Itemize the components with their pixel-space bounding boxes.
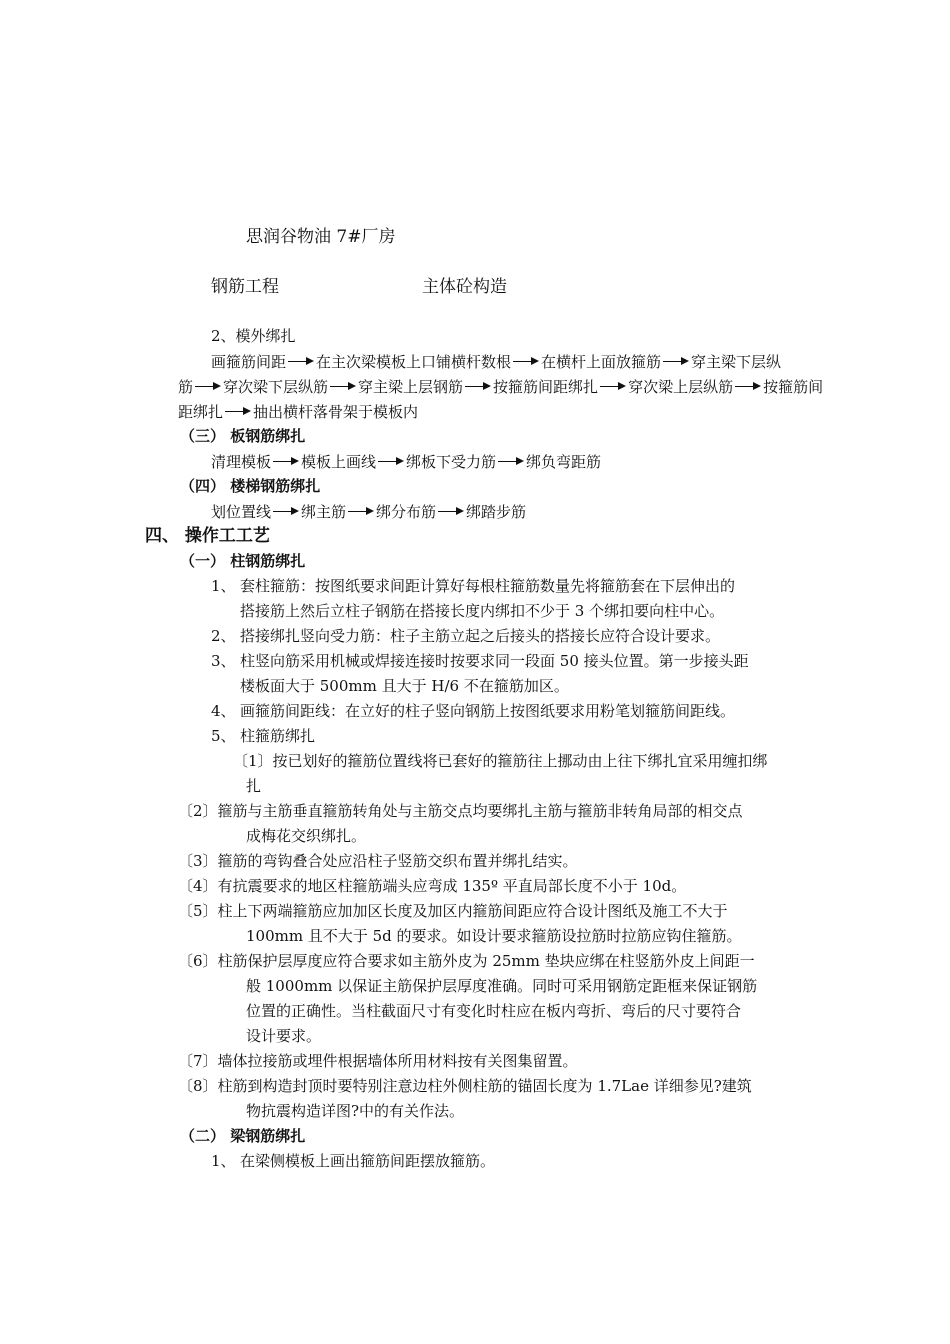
arrow-right-icon (438, 500, 464, 522)
list-item-text: 搭接筋上然后立柱子钢筋在搭接长度内绑扣不少于 3 个绑扣要向柱中心。 (240, 602, 725, 620)
arrow-right-icon (600, 375, 626, 397)
sub-item-text: 〔2〕箍筋与主筋垂直箍筋转角处与主筋交点均要绑扎主筋与箍筋非转角局部的相交点 (178, 802, 743, 820)
flow-step: 划位置线 (211, 502, 272, 521)
flow-step: 筋 (178, 377, 194, 396)
sub-item-text: 〔8〕柱筋到构造封顶时要特别注意边柱外侧柱筋的锚固长度为 1.7Lae 详细参见?建筑 (178, 1077, 752, 1095)
sub-item-text: 设计要求。 (246, 1027, 322, 1045)
flow-step: 绑踏步筋 (466, 502, 527, 521)
mold-flow-line-3 (178, 400, 418, 422)
arrow-right-icon (195, 375, 221, 397)
flow-step: 在主次梁模板上口铺横杆数根 (316, 352, 512, 371)
arrow-right-icon (465, 375, 491, 397)
arrow-right-icon (273, 500, 299, 522)
header-left-label: 钢筋工程 (211, 277, 279, 297)
mold-flow-line-1 (211, 350, 781, 372)
list-item-number: 1、 (211, 577, 236, 595)
arrow-right-icon (513, 350, 539, 372)
sub-item-text: 〔7〕墙体拉接筋或埋件根据墙体所用材料按有关图集留置。 (178, 1052, 578, 1070)
flow-step: 模板上画线 (301, 452, 377, 471)
flow-step: 画箍筋间距 (211, 352, 287, 371)
flow-step: 抽出横杆落骨架于模板内 (253, 402, 419, 421)
sub-item-text: 100mm 且不大于 5d 的要求。如设计要求箍筋设拉筋时拉筋应钩住箍筋。 (246, 927, 742, 945)
slab-flow (211, 450, 601, 472)
header-right-label: 主体砼构造 (422, 277, 507, 297)
arrow-right-icon (330, 375, 356, 397)
sub-item-text: 〔4〕有抗震要求的地区柱箍筋端头应弯成 135º 平直局部长度不小于 10d。 (178, 877, 687, 895)
list-item-text: 搭接绑扎竖向受力筋：柱子主筋立起之后接头的搭接长应符合设计要求。 (240, 627, 721, 645)
flow-step: 绑分布筋 (376, 502, 437, 521)
list-item-text: 柱箍筋绑扎 (240, 727, 316, 745)
list-item-text: 柱竖向筋采用机械或焊接连接时按要求同一段面 50 接头位置。第一步接头距 (240, 652, 749, 670)
mold-flow-line-2 (178, 375, 823, 397)
list-item-text: 楼板面大于 500mm 且大于 H/6 不在箍筋加区。 (240, 677, 569, 695)
arrow-right-icon (498, 450, 524, 472)
flow-step: 在横杆上面放箍筋 (541, 352, 662, 371)
sub-item-text: 〔5〕柱上下两端箍筋应加加区长度及加区内箍筋间距应符合设计图纸及施工不大于 (178, 902, 728, 920)
project-title: 思润谷物油 7#厂房 (246, 227, 396, 247)
flow-step: 距绑扎 (178, 402, 224, 421)
flow-step: 穿次梁上层纵筋 (628, 377, 734, 396)
sub-item-text: 成梅花交织绑扎。 (246, 827, 367, 845)
column-heading: （一） 柱钢筋绑扎 (180, 552, 306, 570)
sub-item-text: 〔3〕箍筋的弯钩叠合处应沿柱子竖筋交织布置并绑扎结实。 (178, 852, 578, 870)
flow-step: 穿主梁下层纵 (691, 352, 782, 371)
list-item-number: 3、 (211, 652, 236, 670)
sub-item-text: 扎 (246, 777, 262, 795)
flow-step: 穿次梁下层纵筋 (223, 377, 329, 396)
mold-binding-title: 2、模外绑扎 (211, 327, 296, 345)
arrow-right-icon (288, 350, 314, 372)
flow-step: 绑板下受力筋 (406, 452, 497, 471)
list-item-text: 套柱箍筋：按图纸要求间距计算好每根柱箍筋数量先将箍筋套在下层伸出的 (240, 577, 736, 595)
list-item-number: 5、 (211, 727, 236, 745)
flow-step: 按箍筋间距绑扎 (493, 377, 599, 396)
list-item-text: 画箍筋间距线：在立好的柱子竖向钢筋上按图纸要求用粉笔划箍筋间距线。 (240, 702, 736, 720)
sub-item-text: 〔6〕柱筋保护层厚度应符合要求如主筋外皮为 25mm 垫块应绑在柱竖筋外皮上间距一 (178, 952, 755, 970)
flow-step: 清理模板 (211, 452, 272, 471)
sub-item-text: 位置的正确性。当柱截面尺寸有变化时柱应在板内弯折、弯后的尺寸要符合 (246, 1002, 742, 1020)
flow-step: 穿主梁上层钢筋 (358, 377, 464, 396)
sub-item-text: 〔1〕按已划好的箍筋位置线将已套好的箍筋往上挪动由上往下绑扎宜采用缠扣绑 (233, 752, 768, 770)
beam-heading: （二） 梁钢筋绑扎 (180, 1127, 306, 1145)
list-item-text: 在梁侧模板上画出箍筋间距摆放箍筋。 (240, 1152, 496, 1170)
stair-flow (211, 500, 526, 522)
list-item-number: 2、 (211, 627, 236, 645)
list-item-number: 4、 (211, 702, 236, 720)
sub-item-text: 物抗震构造详图?中的有关作法。 (246, 1102, 465, 1120)
arrow-right-icon (273, 450, 299, 472)
list-item-number: 1、 (211, 1152, 236, 1170)
arrow-right-icon (348, 500, 374, 522)
arrow-right-icon (663, 350, 689, 372)
stair-heading: （四） 楼梯钢筋绑扎 (180, 477, 321, 495)
arrow-right-icon (225, 400, 251, 422)
flow-step: 按箍筋间 (763, 377, 824, 396)
slab-heading: （三） 板钢筋绑扎 (180, 427, 306, 445)
sub-item-text: 般 1000mm 以保证主筋保护层厚度准确。同时可采用钢筋定距框来保证钢筋 (246, 977, 758, 995)
arrow-right-icon (378, 450, 404, 472)
flow-step: 绑负弯距筋 (526, 452, 602, 471)
flow-step: 绑主筋 (301, 502, 347, 521)
arrow-right-icon (735, 375, 761, 397)
section-4-heading: 四、 操作工工艺 (145, 526, 270, 546)
